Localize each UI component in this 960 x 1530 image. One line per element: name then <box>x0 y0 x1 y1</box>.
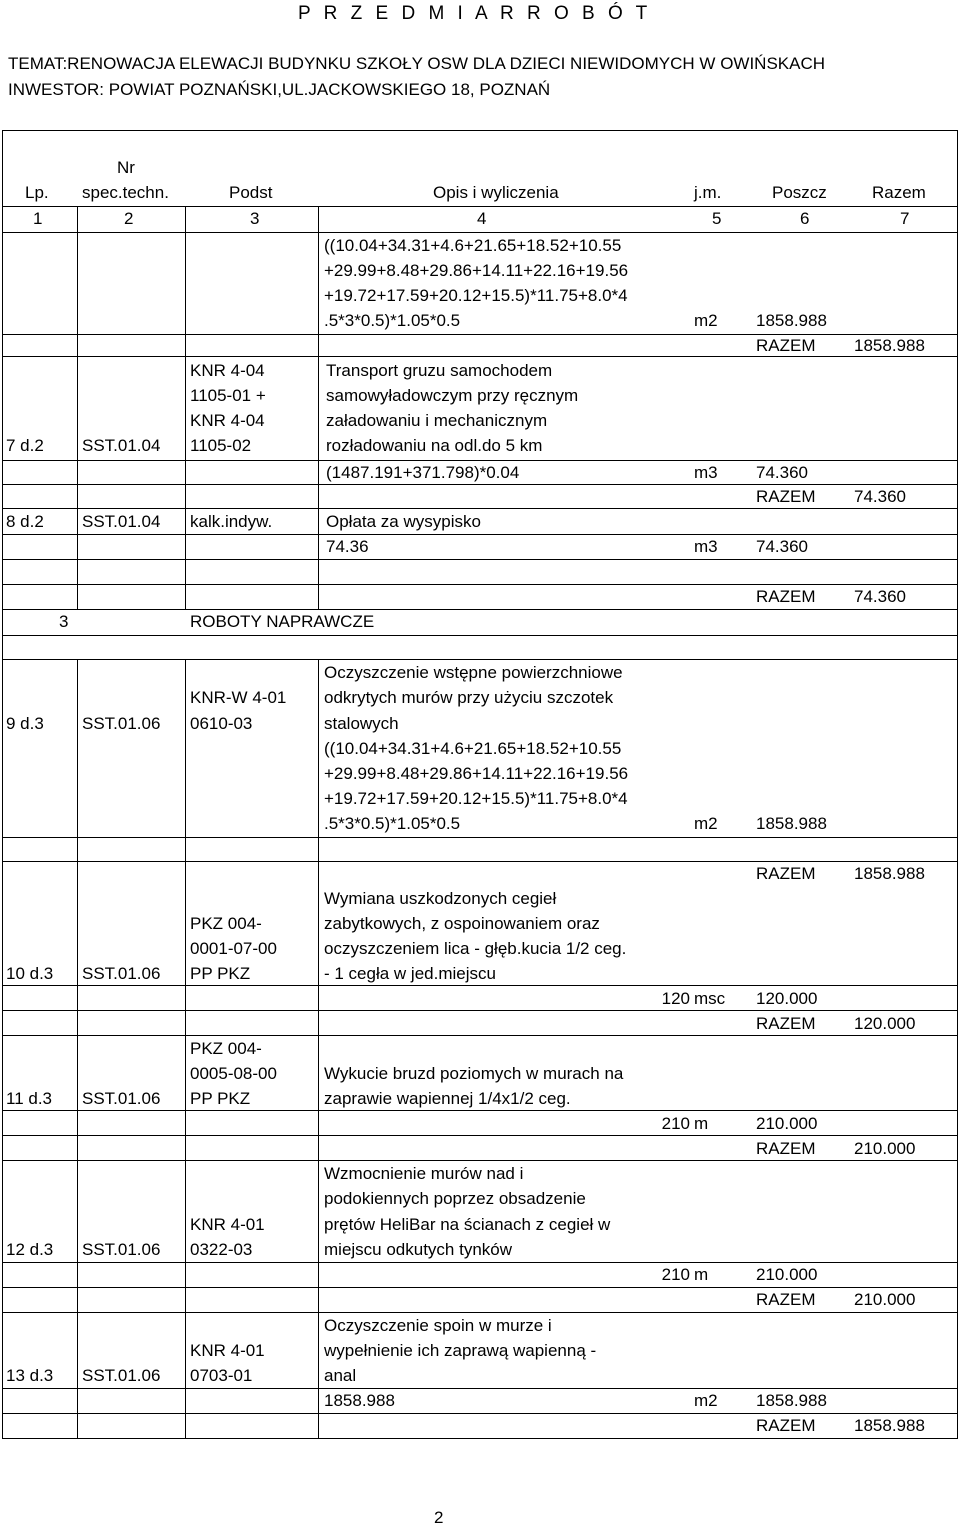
podst-line: 0703-01 <box>190 1366 253 1385</box>
poszcz-value: 210.000 <box>756 1265 818 1284</box>
razem-label: RAZEM <box>756 587 816 606</box>
header-razem: Razem <box>872 183 926 202</box>
header-jm: j.m. <box>694 183 722 202</box>
podst-line: 1105-01 + <box>190 386 266 405</box>
calc-line: .5*3*0.5)*1.05*0.5 <box>324 814 461 833</box>
razem-label: RAZEM <box>756 1290 816 1309</box>
spec: SST.01.06 <box>82 964 161 983</box>
podst-line: PP PKZ <box>190 1089 251 1108</box>
section-label: ROBOTY NAPRAWCZE <box>190 612 375 631</box>
opis-line: wypełnienie ich zaprawą wapienną - <box>324 1341 597 1360</box>
podst-line: KNR 4-04 <box>190 361 265 380</box>
opis-line: Wymiana uszkodzonych cegieł <box>324 889 557 908</box>
unit: msc <box>694 989 726 1008</box>
opis-line: podokiennych poprzez obsadzenie <box>324 1189 586 1208</box>
header-opis: Opis i wyliczenia <box>433 183 559 202</box>
calc-line: +29.99+8.48+29.86+14.11+22.16+19.56 <box>324 764 629 783</box>
spec: SST.01.06 <box>82 1240 161 1259</box>
calc-line: .5*3*0.5)*1.05*0.5 <box>324 311 461 330</box>
opis-line: Wykucie bruzd poziomych w murach na <box>324 1064 624 1083</box>
poszcz-value: 74.360 <box>756 463 808 482</box>
spec: SST.01.04 <box>82 512 161 531</box>
opis-line: rozładowaniu na odl.do 5 km <box>326 436 543 455</box>
opis-line: prętów HeliBar na ścianach z cegieł w <box>324 1215 611 1234</box>
razem-value: 74.360 <box>854 587 906 606</box>
investor: INWESTOR: POWIAT POZNAŃSKI,UL.JACKOWSKIEGO 18, POZNAŃ <box>8 80 551 99</box>
unit: m2 <box>694 814 718 833</box>
podst-line: KNR 4-01 <box>190 1341 265 1360</box>
spec: SST.01.06 <box>82 1089 161 1108</box>
razem-value: 120.000 <box>854 1014 916 1033</box>
podst-line: 0001-07-00 <box>190 939 277 958</box>
podst-line: 0610-03 <box>190 714 253 733</box>
unit: m <box>694 1114 709 1133</box>
razem-label: RAZEM <box>756 1139 816 1158</box>
poszcz-value: 1858.988 <box>756 311 827 330</box>
lp: 13 d.3 <box>6 1366 54 1385</box>
opis-line: - 1 cegła w jed.miejscu <box>324 964 496 983</box>
opis-line: Oczyszczenie wstępne powierzchniowe <box>324 663 623 682</box>
opis-line: załadowaniu i mechanicznym <box>326 411 548 430</box>
unit: m <box>694 1265 709 1284</box>
podst-line: KNR 4-04 <box>190 411 265 430</box>
header-lp: Lp. <box>25 183 49 202</box>
header-col-6: 6 <box>800 209 810 228</box>
unit: m2 <box>694 1391 718 1410</box>
opis-line: miejscu odkutych tynków <box>324 1240 513 1259</box>
lp: 7 d.2 <box>6 436 44 455</box>
calc-line: 120 <box>661 989 690 1008</box>
calc-line: 210 <box>661 1265 690 1284</box>
header-poszcz: Poszcz <box>772 183 827 202</box>
podst-line: 0322-03 <box>190 1240 253 1259</box>
calc-line: +19.72+17.59+20.12+15.5)*11.75+8.0*4 <box>324 286 628 305</box>
poszcz-value: 120.000 <box>756 989 818 1008</box>
spec: SST.01.06 <box>82 714 161 733</box>
podst-line: 1105-02 <box>190 436 252 455</box>
poszcz-value: 1858.988 <box>756 814 827 833</box>
header-nr: Nr <box>117 158 135 177</box>
opis-line: zabytkowych, z ospoinowaniem oraz <box>324 914 600 933</box>
lp: 9 d.3 <box>6 714 44 733</box>
podst-line: 0005-08-00 <box>190 1064 277 1083</box>
calc-line: +19.72+17.59+20.12+15.5)*11.75+8.0*4 <box>324 789 628 808</box>
podst-line: PP PKZ <box>190 964 251 983</box>
calc-line: (1487.191+371.798)*0.04 <box>326 463 520 482</box>
calc-line: +29.99+8.48+29.86+14.11+22.16+19.56 <box>324 261 629 280</box>
razem-label: RAZEM <box>756 1416 816 1435</box>
razem-value: 1858.988 <box>854 864 925 883</box>
podst: kalk.indyw. <box>190 512 273 531</box>
page-number: 2 <box>434 1508 444 1527</box>
calc-line: ((10.04+34.31+4.6+21.65+18.52+10.55 <box>324 236 622 255</box>
opis-line: anal <box>324 1366 357 1385</box>
opis-line: odkrytych murów przy użyciu szczotek <box>324 688 614 707</box>
razem-label: RAZEM <box>756 864 816 883</box>
podst-line: KNR 4-01 <box>190 1215 265 1234</box>
opis-line: zaprawie wapiennej 1/4x1/2 ceg. <box>324 1089 571 1108</box>
calc-line: 74.36 <box>326 537 369 556</box>
calc-line: 210 <box>661 1114 690 1133</box>
header-spec: spec.techn. <box>82 183 169 202</box>
calc-line: ((10.04+34.31+4.6+21.65+18.52+10.55 <box>324 739 622 758</box>
unit: m3 <box>694 537 718 556</box>
unit: m3 <box>694 463 718 482</box>
razem-value: 210.000 <box>854 1290 916 1309</box>
razem-value: 210.000 <box>854 1139 916 1158</box>
razem-label: RAZEM <box>756 336 816 355</box>
poszcz-value: 1858.988 <box>756 1391 827 1410</box>
lp: 8 d.2 <box>6 512 44 531</box>
header-col-7: 7 <box>900 209 910 228</box>
poszcz-value: 210.000 <box>756 1114 818 1133</box>
calc-line: 1858.988 <box>324 1391 395 1410</box>
unit: m2 <box>694 311 718 330</box>
razem-value: 1858.988 <box>854 336 925 355</box>
header-col-3: 3 <box>250 209 260 228</box>
opis-line: Oczyszczenie spoin w murze i <box>324 1316 552 1335</box>
lp: 12 d.3 <box>6 1240 54 1259</box>
spec: SST.01.06 <box>82 1366 161 1385</box>
podst-line: PKZ 004- <box>190 914 262 933</box>
razem-label: RAZEM <box>756 1014 816 1033</box>
opis-line: oczyszczeniem lica - głęb.kucia 1/2 ceg. <box>324 939 627 958</box>
opis-line: Wzmocnienie murów nad i <box>324 1164 524 1183</box>
project-subject: TEMAT:RENOWACJA ELEWACJI BUDYNKU SZKOŁY OSW DLA DZIECI NIEWIDOMYCH W OWIŃSKACH <box>8 54 826 73</box>
header-col-4: 4 <box>477 209 487 228</box>
razem-value: 1858.988 <box>854 1416 925 1435</box>
section-number: 3 <box>59 612 69 631</box>
header-col-2: 2 <box>124 209 134 228</box>
header-col-5: 5 <box>712 209 722 228</box>
page-title: P R Z E D M I A R R O B Ó T <box>298 3 652 24</box>
poszcz-value: 74.360 <box>756 537 808 556</box>
opis-line: Transport gruzu samochodem <box>326 361 553 380</box>
lp: 10 d.3 <box>6 964 54 983</box>
razem-label: RAZEM <box>756 487 816 506</box>
header-podst: Podst <box>229 183 273 202</box>
opis-line: samowyładowczym przy ręcznym <box>326 386 579 405</box>
podst-line: KNR-W 4-01 <box>190 688 287 707</box>
podst-line: PKZ 004- <box>190 1039 262 1058</box>
opis-line: Opłata za wysypisko <box>326 512 481 531</box>
razem-value: 74.360 <box>854 487 906 506</box>
header-col-1: 1 <box>33 209 43 228</box>
spec: SST.01.04 <box>82 436 161 455</box>
lp: 11 d.3 <box>6 1089 53 1108</box>
opis-line: stalowych <box>324 714 399 733</box>
